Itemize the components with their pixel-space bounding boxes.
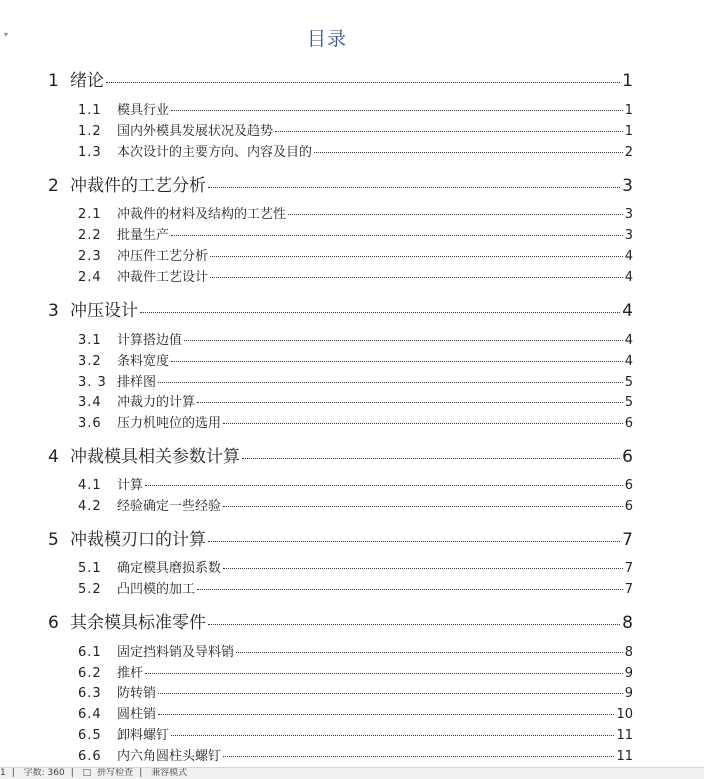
toc-entry-text: 冲压设计 bbox=[70, 301, 138, 321]
toc-entry-text: 绪论 bbox=[70, 71, 104, 91]
toc-entry-text: 圆柱销 bbox=[117, 707, 157, 722]
toc-dot-leader bbox=[223, 423, 623, 424]
toc-entry-page: 2 bbox=[624, 145, 633, 160]
toc-entry-number: 6.6 bbox=[78, 749, 102, 764]
toc-entry-number: 3 bbox=[48, 301, 59, 321]
toc-entry-page: 9 bbox=[624, 686, 633, 701]
toc-entry-text: 内六角圆柱头螺钉 bbox=[117, 749, 222, 764]
toc-entry-number: 6.5 bbox=[78, 728, 102, 743]
toc-dot-leader bbox=[158, 714, 614, 715]
toc-entry-number: 3.2 bbox=[78, 354, 102, 369]
toc-entry-page: 5 bbox=[624, 375, 633, 390]
toc-entry-page: 1 bbox=[622, 71, 633, 91]
toc-entry-number: 6.4 bbox=[78, 707, 102, 722]
toc-entry-number: 3.4 bbox=[78, 395, 102, 410]
toc-dot-leader bbox=[223, 568, 623, 569]
toc-entry-page: 4 bbox=[624, 333, 633, 348]
toc-section-entry[interactable] bbox=[78, 371, 633, 389]
toc-entry-text: 冲裁件工艺设计 bbox=[117, 270, 209, 285]
toc-entry-page: 7 bbox=[622, 530, 633, 550]
toc-section-entry[interactable] bbox=[78, 724, 633, 742]
toc-entry-number: 3.6 bbox=[78, 416, 102, 431]
toc-dot-leader bbox=[171, 361, 623, 362]
toc-dot-leader bbox=[275, 131, 623, 132]
toc-entry-text: 压力机吨位的选用 bbox=[117, 416, 222, 431]
toc-dot-leader bbox=[208, 541, 620, 542]
toc-entry-page: 11 bbox=[616, 728, 633, 743]
toc-entry-page: 3 bbox=[624, 207, 633, 222]
toc-entry-number: 2.1 bbox=[78, 207, 102, 222]
toc-entry-page: 5 bbox=[624, 395, 633, 410]
toc-entry-number: 4 bbox=[48, 447, 59, 467]
toc-section-entry[interactable] bbox=[78, 120, 633, 138]
toc-entry-page: 6 bbox=[624, 499, 633, 514]
toc-entry-page: 3 bbox=[624, 228, 633, 243]
toc-entry-page: 4 bbox=[624, 249, 633, 264]
toc-dot-leader bbox=[314, 152, 623, 153]
toc-entry-text: 国内外模具发展状况及趋势 bbox=[117, 124, 274, 139]
toc-dot-leader bbox=[242, 458, 620, 459]
toc-entry-text: 条料宽度 bbox=[117, 354, 170, 369]
toc-entry-page: 6 bbox=[624, 416, 633, 431]
toc-chapter-entry[interactable] bbox=[48, 442, 633, 466]
toc-section-entry[interactable] bbox=[78, 329, 633, 347]
toc-entry-page: 9 bbox=[624, 666, 633, 681]
toc-entry-number: 6.3 bbox=[78, 686, 102, 701]
toc-chapter-entry[interactable] bbox=[48, 296, 633, 320]
toc-dot-leader bbox=[208, 187, 620, 188]
spell-check-icon[interactable]: □ bbox=[82, 768, 92, 778]
toc-entry-number: 1.1 bbox=[78, 103, 102, 118]
toc-entry-number: 3. 3 bbox=[78, 375, 107, 390]
toc-dot-leader bbox=[197, 402, 623, 403]
toc-section-entry[interactable] bbox=[78, 99, 633, 117]
status-bar: 1 | 字数: 360 | □ 拼写检查 | 兼容模式 bbox=[0, 767, 704, 779]
toc-entry-text: 防转销 bbox=[117, 686, 157, 701]
toc-entry-number: 2.3 bbox=[78, 249, 102, 264]
toc-entry-number: 3.1 bbox=[78, 333, 102, 348]
toc-entry-text: 冲裁力的计算 bbox=[117, 395, 196, 410]
toc-dot-leader bbox=[171, 110, 623, 111]
toc-entry-page: 10 bbox=[616, 707, 633, 722]
toc-entry-text: 凸凹模的加工 bbox=[117, 582, 196, 597]
toc-dot-leader bbox=[158, 693, 623, 694]
toc-entry-page: 1 bbox=[624, 124, 633, 139]
toc-entry-number: 1.3 bbox=[78, 145, 102, 160]
status-page[interactable]: 1 bbox=[0, 768, 6, 778]
toc-entry-text: 冲裁件的工艺分析 bbox=[70, 176, 206, 196]
toc-dot-leader bbox=[288, 214, 623, 215]
toc-chapter-entry[interactable] bbox=[48, 525, 633, 549]
toc-section-entry[interactable] bbox=[78, 412, 633, 430]
toc-entry-number: 5.2 bbox=[78, 582, 102, 597]
toc-entry-text: 冲裁模刃口的计算 bbox=[70, 530, 206, 550]
toc-entry-text: 批量生产 bbox=[117, 228, 170, 243]
toc-dot-leader bbox=[197, 589, 623, 590]
toc-section-entry[interactable] bbox=[78, 141, 633, 159]
toc-section-entry[interactable] bbox=[78, 703, 633, 721]
toc-section-entry[interactable] bbox=[78, 557, 633, 575]
toc-chapter-entry[interactable] bbox=[48, 171, 633, 195]
toc-entry-page: 4 bbox=[624, 270, 633, 285]
toc-section-entry[interactable] bbox=[78, 578, 633, 596]
toc-dot-leader bbox=[171, 735, 614, 736]
toc-section-entry[interactable] bbox=[78, 266, 633, 284]
toc-entry-page: 1 bbox=[624, 103, 633, 118]
toc-entry-number: 6.2 bbox=[78, 666, 102, 681]
toc-section-entry[interactable] bbox=[78, 350, 633, 368]
toc-section-entry[interactable] bbox=[78, 662, 633, 680]
status-compat-mode[interactable]: 兼容模式 bbox=[151, 768, 188, 778]
toc-chapter-entry[interactable] bbox=[48, 66, 633, 90]
toc-dot-leader bbox=[171, 235, 623, 236]
toc-title: 目录 bbox=[306, 28, 347, 50]
toc-entry-number: 4.2 bbox=[78, 499, 102, 514]
toc-entry-page: 4 bbox=[624, 354, 633, 369]
toc-dot-leader bbox=[184, 340, 623, 341]
toc-entry-number: 6.1 bbox=[78, 645, 102, 660]
toc-entry-text: 计算 bbox=[117, 478, 144, 493]
toc-dot-leader bbox=[145, 485, 623, 486]
toc-entry-page: 6 bbox=[622, 447, 633, 467]
toc-entry-text: 推杆 bbox=[117, 666, 144, 681]
toc-entry-number: 2 bbox=[48, 176, 59, 196]
toc-chapter-entry[interactable] bbox=[48, 608, 633, 632]
toc-dot-leader bbox=[223, 756, 614, 757]
toc-dot-leader bbox=[208, 624, 620, 625]
toc-entry-number: 2.2 bbox=[78, 228, 102, 243]
toc-entry-number: 2.4 bbox=[78, 270, 102, 285]
toc-entry-text: 本次设计的主要方向、内容及目的 bbox=[117, 145, 313, 160]
toc-entry-text: 固定挡料销及导料销 bbox=[117, 645, 235, 660]
toc-entry-page: 4 bbox=[622, 301, 633, 321]
toc-entry-page: 8 bbox=[622, 613, 633, 633]
toc-entry-number: 5 bbox=[48, 530, 59, 550]
toc-dot-leader bbox=[236, 652, 623, 653]
toc-section-entry[interactable] bbox=[78, 641, 633, 659]
toc-entry-number: 5.1 bbox=[78, 561, 102, 576]
toc-section-entry[interactable] bbox=[78, 682, 633, 700]
toc-section-entry[interactable] bbox=[78, 474, 633, 492]
collapse-triangle-icon[interactable]: ▾ bbox=[4, 30, 9, 39]
toc-section-entry[interactable] bbox=[78, 495, 633, 513]
toc-dot-leader bbox=[145, 673, 623, 674]
toc-entry-page: 7 bbox=[624, 582, 633, 597]
toc-dot-leader bbox=[223, 506, 623, 507]
toc-entry-text: 冲压件工艺分析 bbox=[117, 249, 209, 264]
toc-dot-leader bbox=[106, 82, 620, 83]
status-spell-check[interactable]: 拼写检查 bbox=[97, 768, 134, 778]
toc-dot-leader bbox=[210, 256, 623, 257]
toc-entry-text: 确定模具磨损系数 bbox=[117, 561, 222, 576]
toc-entry-page: 3 bbox=[622, 176, 633, 196]
toc-entry-text: 卸料螺钉 bbox=[117, 728, 170, 743]
toc-dot-leader bbox=[158, 382, 623, 383]
toc-entry-text: 模具行业 bbox=[117, 103, 170, 118]
toc-entry-page: 7 bbox=[624, 561, 633, 576]
toc-dot-leader bbox=[210, 277, 623, 278]
toc-section-entry[interactable] bbox=[78, 245, 633, 263]
toc-entry-number: 4.1 bbox=[78, 478, 102, 493]
toc-section-entry[interactable] bbox=[78, 745, 633, 763]
toc-section-entry[interactable] bbox=[78, 391, 633, 409]
toc-entry-text: 计算搭边值 bbox=[117, 333, 183, 348]
toc-entry-number: 1 bbox=[48, 71, 59, 91]
toc-section-entry[interactable] bbox=[78, 224, 633, 242]
toc-entry-text: 经验确定一些经验 bbox=[117, 499, 222, 514]
toc-section-entry[interactable] bbox=[78, 203, 633, 221]
toc-entry-page: 8 bbox=[624, 645, 633, 660]
toc-dot-leader bbox=[140, 312, 620, 313]
toc-entry-page: 11 bbox=[616, 749, 633, 764]
toc-entry-text: 排样图 bbox=[117, 375, 157, 390]
toc-entry-text: 冲裁件的材料及结构的工艺性 bbox=[117, 207, 287, 222]
toc-entry-number: 6 bbox=[48, 613, 59, 633]
toc-entry-number: 1.2 bbox=[78, 124, 102, 139]
status-word-count[interactable]: 字数: 360 bbox=[23, 768, 65, 778]
toc-entry-text: 其余模具标准零件 bbox=[70, 613, 206, 633]
toc-entry-page: 6 bbox=[624, 478, 633, 493]
toc-entry-text: 冲裁模具相关参数计算 bbox=[70, 447, 240, 467]
